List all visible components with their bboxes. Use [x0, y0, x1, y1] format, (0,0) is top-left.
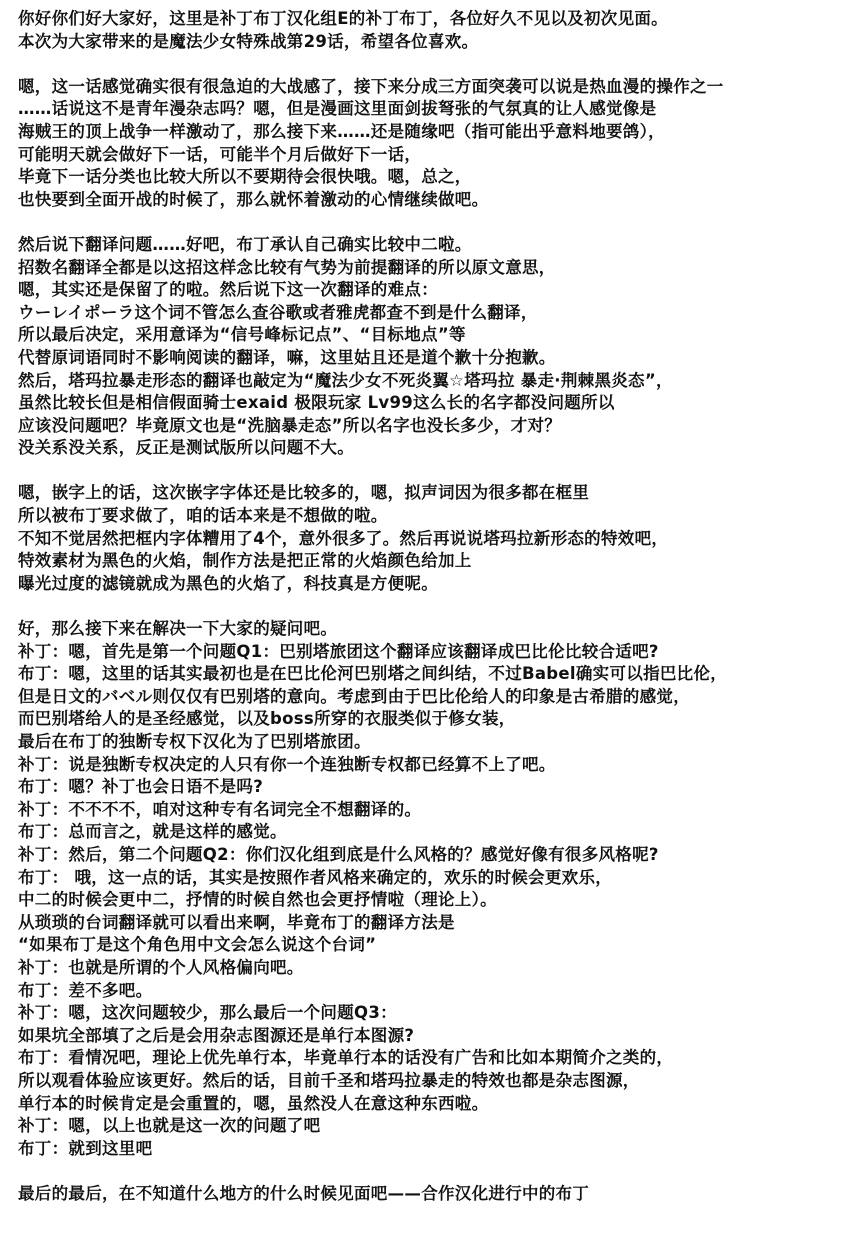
- text-line: 补丁：嗯，这次问题较少，那么最后一个问题Q3：: [18, 1003, 397, 1023]
- text-line: 可能明天就会做好下一话，可能半个月后做好下一话，: [18, 144, 422, 164]
- paragraph-gap: [18, 211, 844, 234]
- paragraph-qa-dialogue: [18, 618, 844, 1160]
- text-line: 海贼王的顶上战争一样激动了，那么接下来……还是随缘吧（指可能出乎意料地要鸽），: [18, 121, 665, 141]
- text-line: 嗯，这一话感觉确实很有很急迫的大战感了，接下来分成三方面突袭可以说是热血漫的操作之一: [18, 76, 724, 96]
- text-line: 曝光过度的滤镜就成为黑色的火焰了，科技真是方便呢。: [18, 573, 438, 593]
- text-line: 没关系没关系，反正是测试版所以问题不大。: [18, 438, 354, 458]
- paragraph-gap: [18, 595, 844, 618]
- text-line: 如果坑全部填了之后是会用杂志图源还是单行本图源?: [18, 1025, 415, 1045]
- text-line: 本次为大家带来的是魔法少女特殊战第29话，希望各位喜欢。: [18, 31, 479, 51]
- text-line: 然后说下翻译问题……好吧，布丁承认自己确实比较中二啦。: [18, 234, 472, 254]
- text-line: 补丁：不不不不，咱对这种专有名词完全不想翻译的。: [18, 799, 422, 819]
- paragraph-gap: [18, 460, 844, 483]
- text-line: 布丁：总而言之，就是这样的感觉。: [18, 822, 287, 842]
- text-line: 所以观看体验应该更好。然后的话，目前千圣和塔玛拉暴走的特效也都是杂志图源，: [18, 1070, 640, 1090]
- text-line: 招数名翻译全都是以这招这样念比较有气势为前提翻译的所以原文意思，: [18, 257, 556, 277]
- text-line: 补丁：嗯，以上也就是这一次的问题了吧: [18, 1116, 321, 1136]
- text-line: 从琐琐的台词翻译就可以看出来啊，毕竟布丁的翻译方法是: [18, 912, 455, 932]
- text-line: 补丁：然后，第二个问题Q2：你们汉化组到底是什么风格的？感觉好像有很多风格呢?: [18, 844, 659, 864]
- text-line: 布丁：嗯？补丁也会日语不是吗?: [18, 777, 264, 797]
- text-line: 布丁：看情况吧，理论上优先单行本，毕竟单行本的话没有广告和比如本期简介之类的，: [18, 1048, 674, 1068]
- text-line: 代替原词语同时不影响阅读的翻译，嘛，这里姑且还是道个歉十分抱歉。: [18, 347, 556, 367]
- paragraph-story-impressions: [18, 76, 844, 212]
- text-line: 也快要到全面开战的时候了，那么就怀着激动的心情继续做吧。: [18, 189, 489, 209]
- text-line: 最后的最后，在不知道什么地方的什么时候见面吧——合作汉化进行中的布丁: [18, 1183, 590, 1203]
- text-line: 补丁：说是独断专权决定的人只有你一个连独断专权都已经算不上了吧。: [18, 754, 556, 774]
- text-line: 但是日文的バベル则仅仅有巴别塔的意向。考虑到由于巴比伦给人的印象是古希腊的感觉，: [18, 686, 690, 706]
- text-line: 所以被布丁要求做了，咱的话本来是不想做的啦。: [18, 506, 388, 526]
- text-line: 单行本的时候肯定是会重置的，嗯，虽然没人在意这种东西啦。: [18, 1093, 489, 1113]
- text-line: 虽然比较长但是相信假面骑士exaid 极限玩家 Lv99这么长的名字都没问题所以: [18, 393, 615, 413]
- text-line: 布丁：嗯，这里的话其实最初也是在巴比伦河巴别塔之间纠结，不过Babel确实可以指巴比伦，: [18, 664, 728, 684]
- text-line: 然后，塔玛拉暴走形态的翻译也敲定为“魔法少女不死炎翼☆塔玛拉 暴走·荆棘黑炎态”，: [18, 370, 673, 390]
- text-line: 最后在布丁的独断专权下汉化为了巴别塔旅团。: [18, 732, 371, 751]
- text-line: 所以最后决定，采用意译为“信号峰标记点”、“目标地点”等: [18, 325, 466, 345]
- text-line: ウーレイポーラ这个词不管怎么查谷歌或者雅虎都查不到是什么翻译，: [18, 302, 538, 322]
- text-line: 布丁：就到这里吧: [18, 1138, 153, 1158]
- translator-notes-text: [18, 8, 844, 1205]
- paragraph-gap: [18, 1160, 844, 1183]
- paragraph-typesetting-notes: [18, 482, 844, 595]
- text-line: 中二的时候会更中二，抒情的时候自然也会更抒情啦（理论上）。: [18, 890, 497, 910]
- text-line: 好，那么接下来在解决一下大家的疑问吧。: [18, 619, 338, 639]
- text-line: 不知不觉居然把框内字体糟用了4个，意外很多了。然后再说说塔玛拉新形态的特效吧，: [18, 528, 669, 548]
- text-line: 特效素材为黑色的火焰，制作方法是把正常的火焰颜色给加上: [18, 551, 472, 571]
- text-line: 应该没问题吧？毕竟原文也是“洗脑暴走态”所以名字也没长多少，才对？: [18, 415, 562, 435]
- paragraph-greeting: [18, 8, 844, 53]
- text-line: 布丁：差不多吧。: [18, 980, 153, 1000]
- text-line: 你好你们好大家好，这里是补丁布丁汉化组E的补丁布丁，各位好久不见以及初次见面。: [18, 9, 668, 28]
- text-line: 补丁：嗯，首先是第一个问题Q1：巴别塔旅团这个翻译应该翻译成巴比伦比较合适吧?: [18, 641, 659, 661]
- text-line: 嗯，其实还是保留了的啦。然后说下这一次翻译的难点：: [18, 280, 438, 300]
- text-line: “如果布丁是这个角色用中文会怎么说这个台词”: [18, 935, 377, 955]
- paragraph-translation-notes: [18, 234, 844, 460]
- text-line: 毕竟下一话分类也比较大所以不要期待会很快哦。嗯，总之，: [18, 167, 472, 187]
- text-line: 而巴别塔给人的是圣经感觉，以及boss所穿的衣服类似于修女装，: [18, 709, 516, 729]
- text-line: ……话说这不是青年漫杂志吗？嗯，但是漫画这里面剑拔弩张的气氛真的让人感觉像是: [18, 99, 657, 119]
- text-line: 布丁： 哦，这一点的话，其实是按照作者风格来确定的，欢乐的时候会更欢乐，: [18, 867, 613, 887]
- paragraph-signoff: [18, 1183, 844, 1206]
- paragraph-gap: [18, 53, 844, 76]
- text-line: 嗯，嵌字上的话，这次嵌字字体还是比较多的，嗯，拟声词因为很多都在框里: [18, 483, 590, 503]
- text-line: 补丁：也就是所谓的个人风格偏向吧。: [18, 957, 304, 977]
